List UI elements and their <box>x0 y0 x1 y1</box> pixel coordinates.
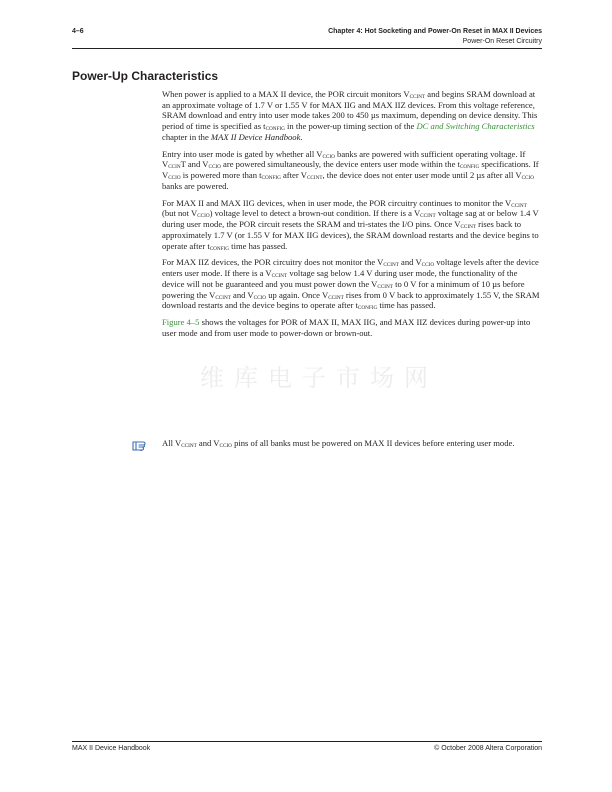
header-rule <box>72 48 542 49</box>
page-heading: Power-Up Characteristics <box>72 69 219 83</box>
paragraph-1: When power is applied to a MAX II device, the POR circuit monitors $V_{CCINT}$ and begins SRAM download at an approximate voltage of 1.7 V or 1.55 V for MAX IIG and MAX IIZ devices. From this voltage reference, SRAM download and entry into user mode takes 200 to 450 µs maximum, depending on device density. This period of time is specified as $t_{CONFIG}$ in the power-up timing section of the DC and Switching Characteristics chapter in the MAX II Device Handbook. <box>162 89 538 142</box>
section-title: Power-On Reset Circuitry <box>462 38 542 45</box>
footer-handbook: MAX II Device Handbook <box>72 745 151 752</box>
footer-copyright: © October 2008 Altera Corporation <box>434 745 542 752</box>
footer-rule <box>72 741 542 742</box>
paragraph-2: Entry into user mode is gated by whether all $V_{CCIO}$ banks are powered with sufficient operating voltage. If $V_{CCIN}T$ and $V_{CCIO}$ are powered simultaneously, the device enters user mode within the $t_{CONFIG}$ specifications. If $V_{CCIO}$ is powered more than $t_{CONFIG}$ after $V_{CCINT}$, the device does not enter user mode until 2 µs after all $V_{CCIO}$ banks are powered. <box>162 148 539 191</box>
body-text <box>162 89 540 345</box>
dc-switching-link[interactable]: DC and Switching Characteristics <box>416 121 535 132</box>
chapter-title: Chapter 4: Hot Socketing and Power-On Reset in MAX II Devices <box>328 28 542 35</box>
paragraph-3: For MAX II and MAX IIG devices, when in user mode, the POR circuitry continues to monitor the $V_{CCINT}$ (but not $V_{CCIO}$) voltage level to detect a brown-out condition. If there is a $V_{CCINT}$ voltage sag at or below 1.4 V during user mode, the POR circuit resets the SRAM and tri-states the I/O pins. Once $V_{CCINT}$ rises back to approximately 1.7 V (or 1.55 V for MAX IIG devices), the SRAM download restarts and the device begins to operate after $t_{CONFIG}$ time has passed. <box>162 197 539 252</box>
figure-4-5-link[interactable]: Figure 4–5 <box>162 317 200 328</box>
page-number: 4–6 <box>72 28 84 35</box>
paragraph-5: Figure 4–5 shows the voltages for POR of MAX II, MAX IIG, and MAX IIZ devices during power-up into user mode and from user mode to power-down or brown-out. <box>162 317 531 338</box>
pointing-hand-icon <box>132 438 150 452</box>
note-text: All $V_{CCINT}$ and $V_{CCIO}$ pins of all banks must be powered on MAX II devices before entering user mode. <box>162 438 515 449</box>
paragraph-4: For MAX IIZ devices, the POR circuitry does not monitor the $V_{CCINT}$ and $V_{CCIO}$ voltage levels after the device enters user mode. If there is a $V_{CCINT}$ voltage sag below 1.4 V during user mode, the functionality of the device will not be guaranteed and you must power down the $V_{CCINT}$ to 0 V for a minimum of 10 µs before powering the $V_{CCINT}$ and $V_{CCIO}$ up again. Once $V_{CCINT}$ rises from 0 V back to approximately 1.55 V, the SRAM download restarts and the device begins to operate after $t_{CONFIG}$ time has passed. <box>162 257 540 312</box>
watermark: 维库电子市场网 <box>200 364 438 392</box>
